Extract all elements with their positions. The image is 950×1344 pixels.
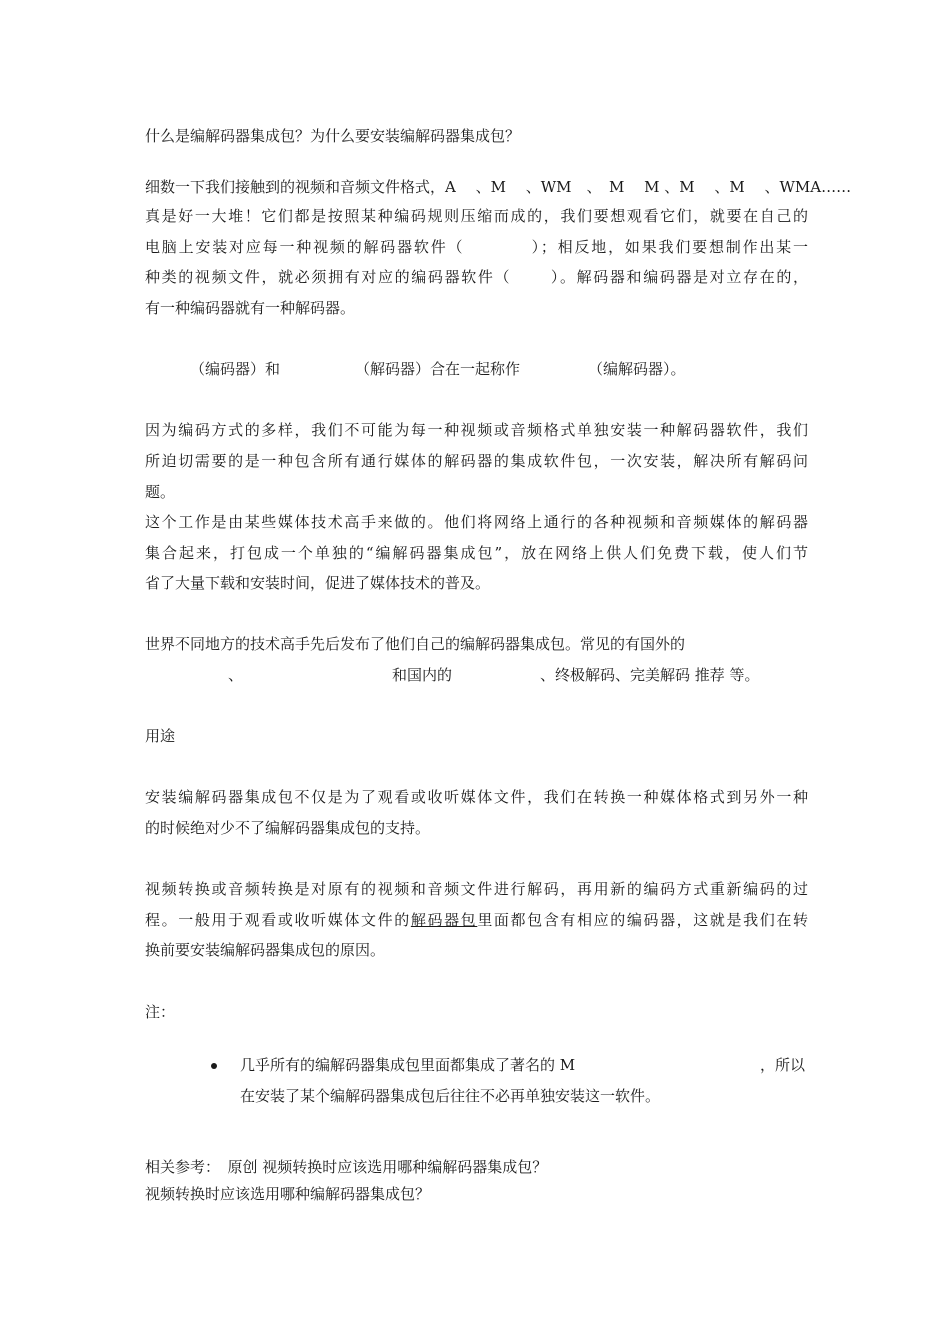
usage-p2-line-2-pre: 程。一般用于观看或收听媒体文件的 bbox=[145, 911, 411, 929]
usage-p1-line-1: 安装编解码器集成包不仅是为了观看或收听媒体文件，我们在转换一种媒体格式到另外一种 bbox=[145, 788, 808, 806]
usage-p2-line-1: 视频转换或音频转换是对原有的视频和音频文件进行解码，再用新的编码方式重新编码的过 bbox=[145, 880, 808, 898]
usage-p2-line-3: 换前要安装编解码器集成包的原因。 bbox=[145, 941, 386, 959]
reason-line-6: 省了大量下载和安装时间，促进了媒体技术的普及。 bbox=[145, 574, 491, 592]
packages-tail: 、终极解码、完美解码 推荐 等。 bbox=[540, 666, 760, 684]
note-bullet-line-1-pre: 几乎所有的编解码器集成包里面都集成了著名的 M bbox=[240, 1056, 576, 1074]
usage-heading: 用途 bbox=[145, 727, 176, 745]
reference-line-1[interactable]: 相关参考： 原创 视频转换时应该选用哪种编解码器集成包？ bbox=[145, 1158, 548, 1176]
intro-line-1: 细数一下我们接触到的视频和音频文件格式，A 、M 、WM 、 M M 、M 、M 、WMA…… bbox=[145, 178, 852, 196]
intro-line-5: 有一种编码器就有一种解码器。 bbox=[145, 299, 356, 317]
packages-domestic: 和国内的 bbox=[392, 666, 453, 684]
bullet-dot-icon bbox=[211, 1063, 217, 1069]
intro-line-4: 种类的视频文件，就必须拥有对应的编码器软件（ ）。解码器和编码器是对立存在的， bbox=[145, 268, 808, 286]
reason-line-2: 所迫切需要的是一种包含所有通行媒体的解码器的集成软件包，一次安装，解决所有解码问 bbox=[145, 452, 808, 470]
codec-definition-text: （编解码器）。 bbox=[588, 360, 686, 378]
reason-line-1: 因为编码方式的多样，我们不可能为每一种视频或音频格式单独安装一种解码器软件，我们 bbox=[145, 421, 808, 439]
codec-decoder-text: （解码器）合在一起称作 bbox=[355, 360, 521, 378]
intro-line-2: 真是好一大堆！它们都是按照某种编码规则压缩而成的，我们要想观看它们，就要在自己的 bbox=[145, 207, 808, 225]
packages-separator: 、 bbox=[228, 666, 244, 684]
note-heading: 注： bbox=[145, 1003, 176, 1021]
packages-line-1: 世界不同地方的技术高手先后发布了他们自己的编解码器集成包。常见的有国外的 bbox=[145, 635, 686, 653]
usage-p2-line-2 bbox=[145, 910, 808, 930]
reference-line-2[interactable]: 视频转换时应该选用哪种编解码器集成包？ bbox=[145, 1185, 431, 1203]
page-title: 什么是编解码器集成包？为什么要安装编解码器集成包？ bbox=[145, 127, 521, 145]
codec-encoder-text: （编码器）和 bbox=[190, 360, 281, 378]
note-bullet-line-2: 在安装了某个编解码器集成包后往往不必再单独安装这一软件。 bbox=[240, 1087, 661, 1105]
intro-line-3: 电脑上安装对应每一种视频的解码器软件（ ）；相反地，如果我们要想制作出某一 bbox=[145, 238, 808, 256]
reason-line-5: 集合起来，打包成一个单独的“编解码器集成包”，放在网络上供人们免费下载，使人们节 bbox=[145, 544, 808, 562]
reason-line-4: 这个工作是由某些媒体技术高手来做的。他们将网络上通行的各种视频和音频媒体的解码器 bbox=[145, 513, 808, 531]
decoder-pack-link[interactable]: 解码器包 bbox=[410, 911, 478, 929]
usage-p1-line-2: 的时候绝对少不了编解码器集成包的支持。 bbox=[145, 819, 431, 837]
usage-p2-line-2-post: 里面都包含有相应的编码器，这就是我们在转 bbox=[477, 911, 808, 929]
reason-line-3: 题。 bbox=[145, 483, 176, 501]
note-bullet-line-1-post: ，所以 bbox=[760, 1056, 806, 1074]
